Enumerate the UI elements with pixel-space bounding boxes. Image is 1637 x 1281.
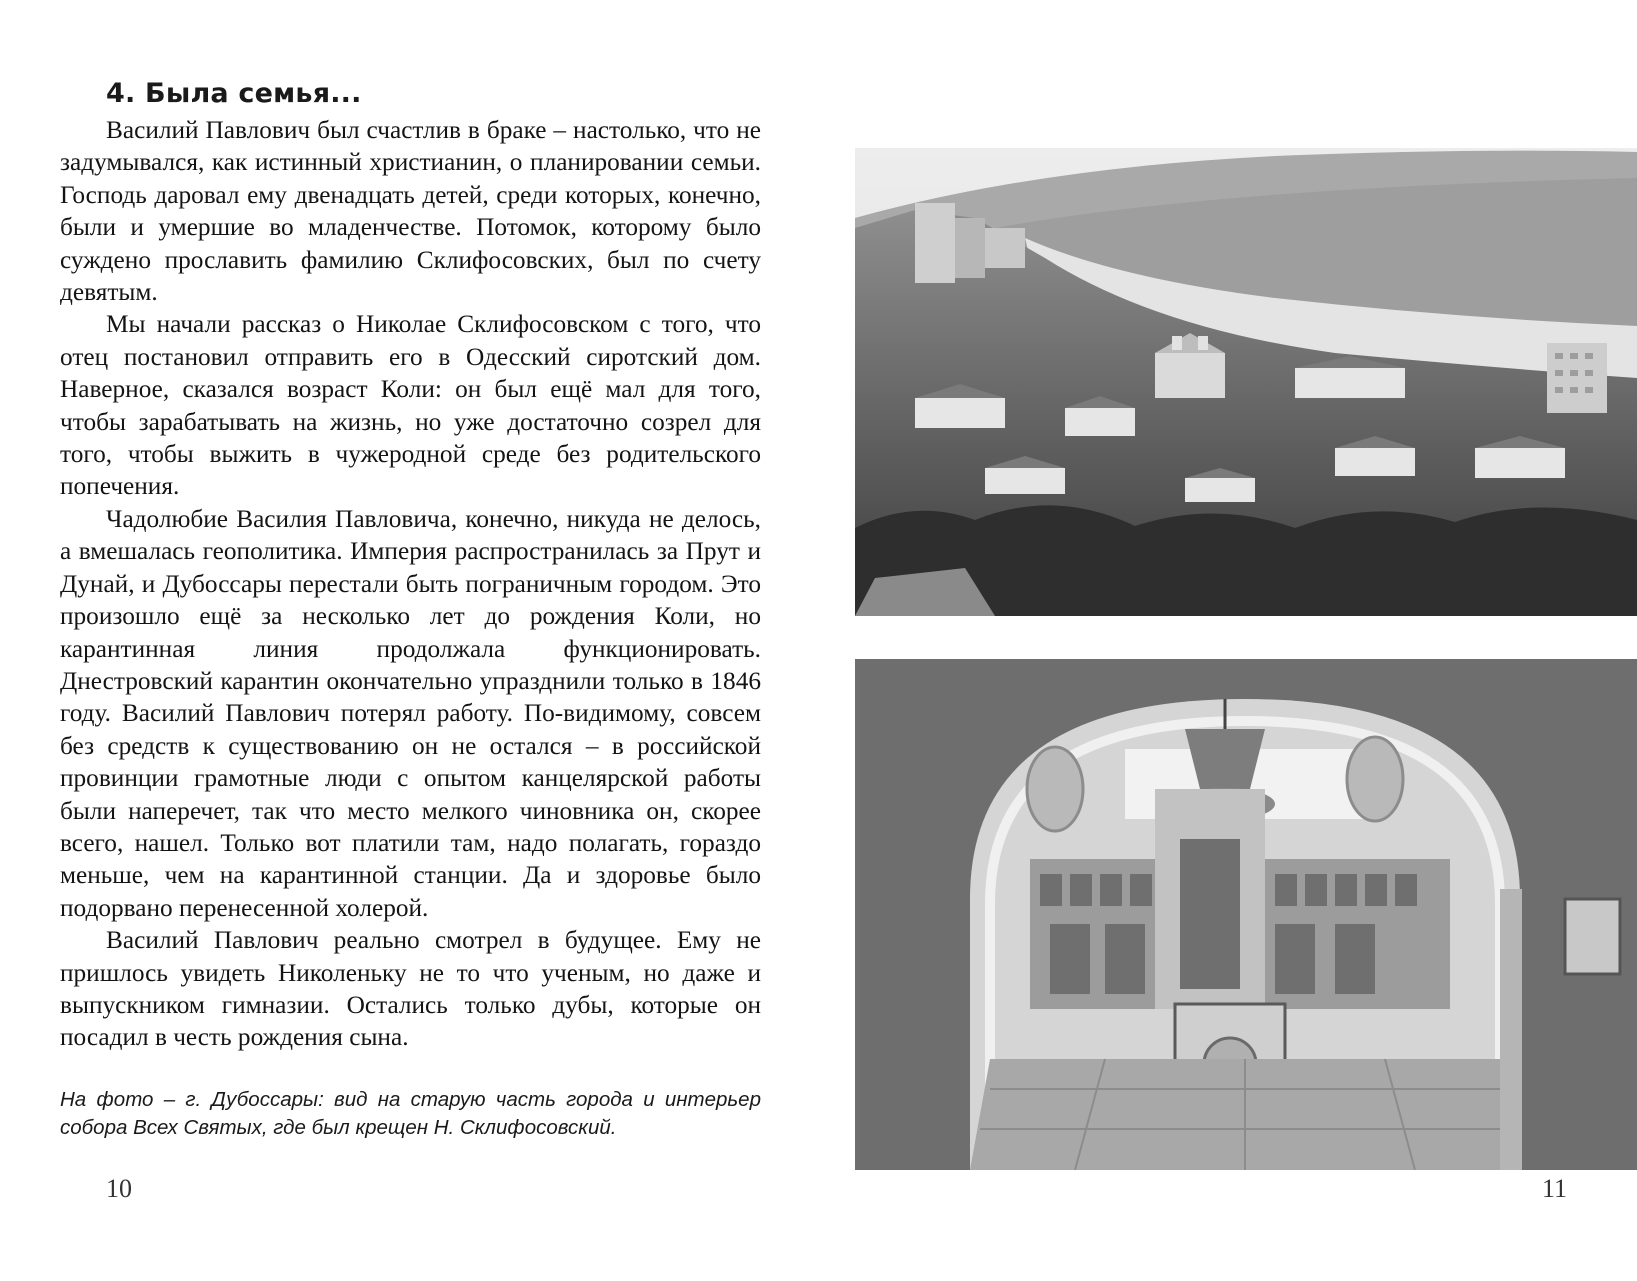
paragraph: Василий Павлович был счастлив в браке – настолько, что не задумывался, как истинный христианин, о планировании семьи. Господь даровал ему двенадцать детей, среди которых, конечно, были и умершие во младенчестве. Потомок, которому было суждено прославить фамилию Склифосовских, был по счету девятым. [60,116,761,307]
page-number-left: 10 [106,1174,132,1203]
church-interior-photo [855,659,1637,1170]
paragraph: Чадолюбие Василия Павловича, конечно, никуда не делось, а вмешалась геополитика. Империя распространилась за Прут и Дунай, и Дубоссары перестали быть пограничным городом. Это произошло ещё за несколько лет до рождения Коли, но карантинная линия продолжала функционировать. Днестровский карантин окончательно упразднили только в 1846 году. Василий Павлович потерял работу. По-видимому, совсем без средств к существованию он не остался – в российской провинции грамотные люди с опытом канцелярской работы были наперечет, так что место мелкого чиновника он, скорее всего, нашел. Только вот платили там, надо полагать, гораздо меньше, чем на карантинной станции. Да и здоровье было подорвано перенесенной холерой. [60,504,761,922]
photo-caption: На фото – г. Дубоссары: вид на старую часть города и интерьер собора Всех Святых, где был крещен Н. Склифосовский. [60,1088,761,1139]
page-number-right: 11 [1541,1174,1567,1203]
paragraph: Мы начали рассказ о Николае Склифосовском с того, что отец постановил отправить его в Одесский сиротский дом. Наверное, сказался возраст Коли: он был ещё мал для того, чтобы зарабатывать на жизнь, но уже достаточно созрел для того, чтобы выжить в чужеродной среде без родительского попечения. [60,310,761,501]
paragraph: Василий Павлович реально смотрел в будущее. Ему не пришлось увидеть Николеньку не то что ученым, но даже и выпускником гимназии. Остались только дубы, которые он посадил в честь рождения сына. [60,926,761,1052]
left-page [0,0,818,1281]
chapter-heading: 4. Была семья... [106,78,362,109]
city-panorama-photo [855,148,1637,616]
body-text [60,114,761,1054]
